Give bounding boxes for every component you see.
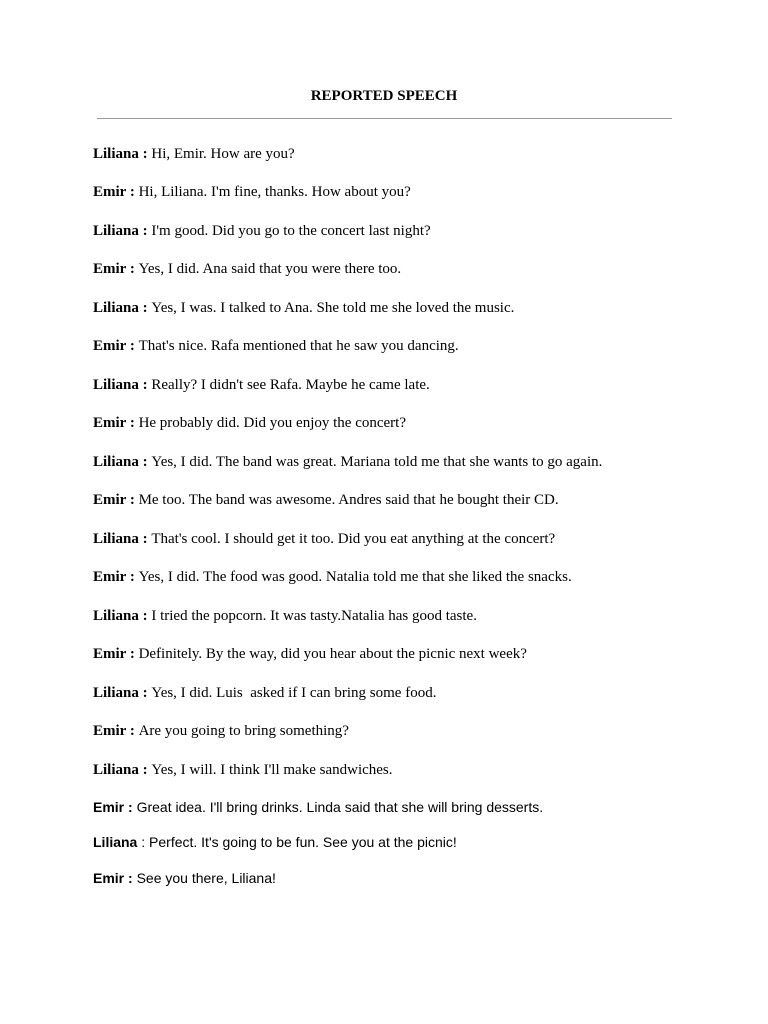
dialogue-text: Hi, Liliana. I'm fine, thanks. How about you?	[138, 184, 411, 200]
dialogue-line	[93, 222, 733, 240]
dialogue-text: I tried the popcorn. It was tasty.Natalia has good taste.	[151, 608, 477, 624]
title-divider	[97, 118, 672, 119]
speaker-name: Liliana	[93, 146, 139, 162]
speaker-name: Liliana	[93, 223, 139, 239]
dialogue-line	[93, 337, 733, 355]
speaker-separator: :	[124, 799, 137, 815]
dialogue-text: Yes, I did. Ana said that you were there too.	[138, 261, 402, 277]
speaker-name: Liliana	[93, 608, 139, 624]
dialogue-line	[93, 761, 733, 779]
speaker-name: Emir	[93, 184, 127, 200]
speaker-separator: :	[126, 415, 139, 431]
document-title: REPORTED SPEECH	[310, 88, 458, 104]
speaker-separator: :	[137, 834, 150, 850]
speaker-name: Liliana	[93, 531, 139, 547]
dialogue-text: See you there, Liliana!	[136, 870, 276, 886]
speaker-name: Liliana	[93, 762, 139, 778]
dialogue-line	[93, 645, 733, 663]
speaker-separator: :	[138, 300, 152, 316]
dialogue-text: Perfect. It's going to be fun. See you at the picnic!	[149, 834, 457, 850]
dialogue-line	[93, 530, 733, 548]
speaker-separator: :	[126, 646, 139, 662]
dialogue-line	[93, 799, 733, 816]
dialogue-line	[93, 376, 733, 394]
speaker-name: Emir	[93, 338, 127, 354]
dialogue-line	[93, 145, 733, 163]
dialogue-text: That's cool. I should get it too. Did you eat anything at the concert?	[151, 531, 556, 547]
speaker-separator: :	[138, 608, 152, 624]
dialogue-line	[93, 834, 733, 851]
speaker-name: Emir	[93, 415, 127, 431]
speaker-separator: :	[126, 184, 139, 200]
speaker-name: Liliana	[93, 300, 139, 316]
dialogue-line	[93, 607, 733, 625]
speaker-separator: :	[138, 377, 152, 393]
dialogue-text: Yes, I did. The food was good. Natalia told me that she liked the snacks.	[138, 569, 572, 585]
speaker-name: Emir	[93, 261, 127, 277]
dialogue-line	[93, 183, 733, 201]
dialogue-line	[93, 453, 733, 471]
dialogue-text: Yes, I did. Luis asked if I can bring some food.	[151, 685, 437, 701]
speaker-name: Emir	[93, 646, 127, 662]
dialogue-line	[93, 684, 733, 702]
dialogue-text: Are you going to bring something?	[138, 723, 349, 739]
dialogue-text: Hi, Emir. How are you?	[151, 146, 295, 162]
speaker-name: Liliana	[93, 454, 139, 470]
dialogue-line	[93, 870, 733, 887]
dialogue-line	[93, 491, 733, 509]
speaker-separator: :	[138, 223, 152, 239]
dialogue-text: Really? I didn't see Rafa. Maybe he came late.	[151, 377, 430, 393]
dialogue-text: Yes, I was. I talked to Ana. She told me she loved the music.	[151, 300, 515, 316]
speaker-separator: :	[138, 146, 152, 162]
speaker-name: Liliana	[93, 834, 138, 850]
speaker-separator: :	[126, 569, 139, 585]
dialogue-line	[93, 722, 733, 740]
speaker-separator: :	[124, 870, 137, 886]
dialogue-text: Great idea. I'll bring drinks. Linda said that she will bring desserts.	[136, 799, 544, 815]
dialogue-text: He probably did. Did you enjoy the concert?	[138, 415, 406, 431]
dialogue-text: Yes, I will. I think I'll make sandwiches.	[151, 762, 393, 778]
dialogue-text: That's nice. Rafa mentioned that he saw you dancing.	[138, 338, 459, 354]
dialogue-line	[93, 299, 733, 317]
speaker-separator: :	[126, 492, 139, 508]
dialogue-line	[93, 568, 733, 586]
speaker-name: Liliana	[93, 685, 139, 701]
speaker-separator: :	[138, 531, 152, 547]
speaker-separator: :	[126, 261, 139, 277]
dialogue-text: Definitely. By the way, did you hear about the picnic next week?	[138, 646, 527, 662]
dialogue-line	[93, 414, 733, 432]
dialogue-text: Yes, I did. The band was great. Mariana told me that she wants to go again.	[151, 454, 603, 470]
speaker-separator: :	[126, 723, 139, 739]
speaker-separator: :	[138, 454, 152, 470]
speaker-name: Liliana	[93, 377, 139, 393]
speaker-name: Emir	[93, 569, 127, 585]
speaker-separator: :	[138, 685, 152, 701]
speaker-name: Emir	[93, 492, 127, 508]
speaker-separator: :	[126, 338, 139, 354]
dialogue-line	[93, 260, 733, 278]
speaker-name: Emir	[93, 870, 125, 886]
speaker-name: Emir	[93, 799, 125, 815]
dialogue-text: I'm good. Did you go to the concert last night?	[151, 223, 431, 239]
dialogue-text: Me too. The band was awesome. Andres said that he bought their CD.	[138, 492, 559, 508]
speaker-separator: :	[138, 762, 152, 778]
speaker-name: Emir	[93, 723, 127, 739]
